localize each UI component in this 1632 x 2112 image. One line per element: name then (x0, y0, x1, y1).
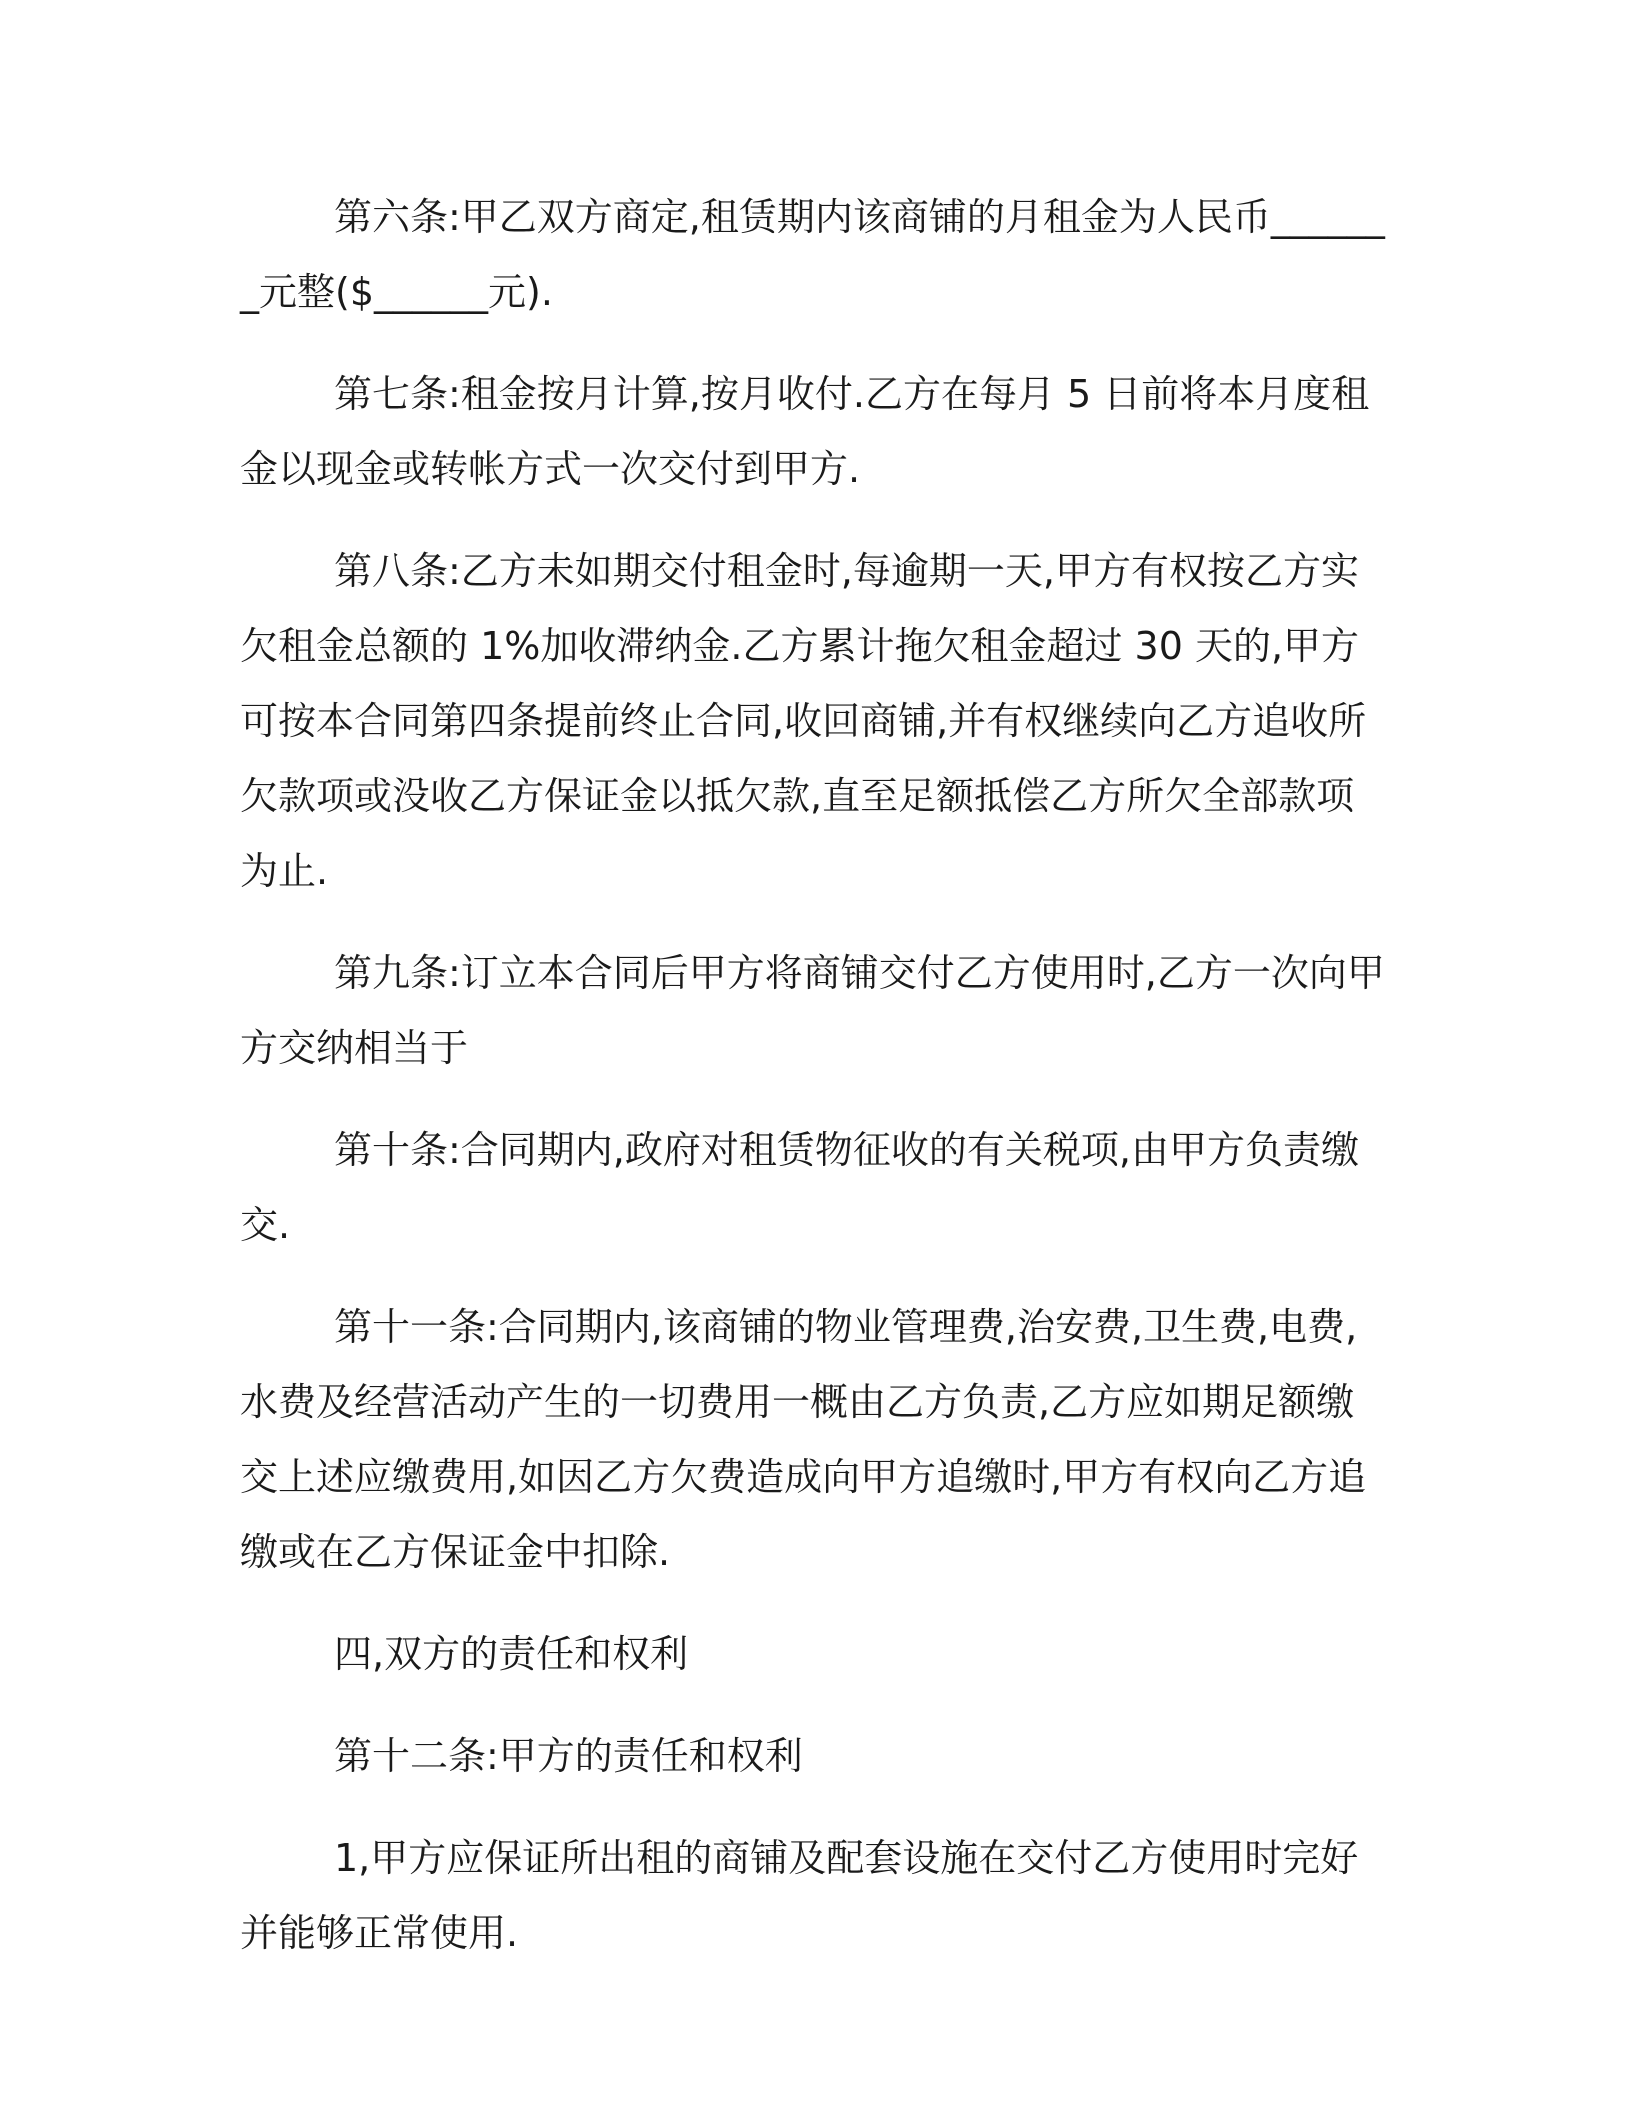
section-4-heading: 四,双方的责任和权利 (334, 1632, 689, 1676)
clause-7-paragraph: 第七条:租金按月计算,按月收付.乙方在每月 5 日前将本月度租金以现金或转帐方式一次交付到甲方. (240, 372, 1370, 491)
clause-12-item-1: 1,甲方应保证所出租的商铺及配套设施在交付乙方使用时完好并能够正常使用. (240, 1836, 1359, 1955)
clause-8-paragraph: 第八条:乙方未如期交付租金时,每逾期一天,甲方有权按乙方实欠租金总额的 1%加收滞纳金.乙方累计拖欠租金超过 30 天的,甲方可按本合同第四条提前终止合同,收回商铺,并有权继续向乙方追收所欠款项或没收乙方保证金以抵欠款,直至足额抵偿乙方所欠全部款项为止. (240, 549, 1367, 893)
document-body (240, 180, 1390, 1998)
clause-6-paragraph: 第六条:甲乙双方商定,租赁期内该商铺的月租金为人民币_______元整($______元). (240, 195, 1385, 314)
clause-12-heading: 第十二条:甲方的责任和权利 (334, 1734, 803, 1778)
clause-10-paragraph: 第十条:合同期内,政府对租赁物征收的有关税项,由甲方负责缴交. (240, 1128, 1359, 1247)
clause-11-paragraph: 第十一条:合同期内,该商铺的物业管理费,治安费,卫生费,电费,水费及经营活动产生的一切费用一概由乙方负责,乙方应如期足额缴交上述应缴费用,如因乙方欠费造成向甲方追缴时,甲方有权向乙方追缴或在乙方保证金中扣除. (240, 1305, 1367, 1574)
clause-9-paragraph: 第九条:订立本合同后甲方将商铺交付乙方使用时,乙方一次向甲方交纳相当于 (240, 951, 1385, 1070)
